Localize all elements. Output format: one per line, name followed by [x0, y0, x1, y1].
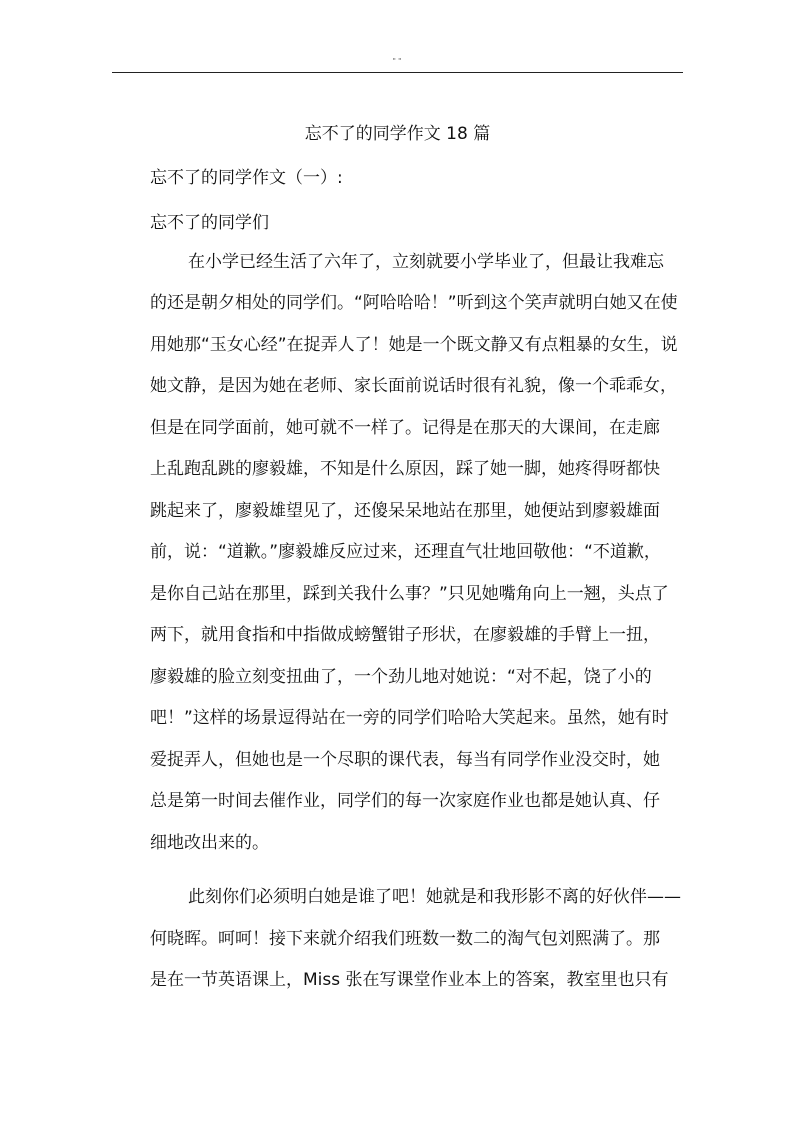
- header-rule: [112, 72, 683, 73]
- paragraph-line: 爱捉弄人，但她也是一个尽职的课代表，每当有同学作业没交时，她: [150, 749, 660, 770]
- paragraph-line: 两下，就用食指和中指做成螃蟹钳子形状，在廖毅雄的手臂上一扭，: [150, 625, 660, 645]
- paragraph-line: 此刻你们必须明白她是谁了吧！她就是和我形影不离的好伙伴——: [188, 887, 681, 907]
- paragraph-1: [112, 247, 683, 859]
- paragraph-line: 上乱跑乱跳的廖毅雄，不知是什么原因，踩了她一脚，她疼得呀都快: [150, 459, 660, 479]
- paragraph-line: 的还是朝夕相处的同学们。“阿哈哈哈！”听到这个笑声就明白她又在使: [150, 293, 678, 313]
- paragraph-line: 在小学已经生活了六年了，立刻就要小学毕业了，但最让我难忘: [188, 251, 664, 272]
- paragraph-line: 跳起来了，廖毅雄望见了，还傻呆呆地站在那里，她便站到廖毅雄面: [150, 500, 660, 521]
- paragraph-2: [112, 882, 683, 996]
- paragraph-line: 何晓晖。呵呵！接下来就介绍我们班数一数二的淘气包刘熙满了。那: [150, 928, 660, 949]
- paragraph-line: 用她那“玉女心经”在捉弄人了！她是一个既文静又有点粗暴的女生，说: [150, 334, 678, 355]
- essay-title: 忘不了的同学们: [150, 212, 269, 233]
- paragraph-line: 是在一节英语课上，Miss 张在写课堂作业本上的答案，教室里也只有: [150, 970, 669, 990]
- paragraph-line: 吧！”这样的场景逗得站在一旁的同学们哈哈大笑起来。虽然，她有时: [150, 708, 669, 728]
- section-heading: 忘不了的同学作文（一）:: [150, 167, 343, 188]
- paragraph-line: 细地改出来的。: [150, 832, 269, 853]
- paragraph-line: 是你自己站在那里，踩到关我什么事？”只见她嘴角向上一翘，头点了: [150, 583, 669, 604]
- paragraph-line: 但是在同学面前，她可就不一样了。记得是在那天的大课间，在走廊: [150, 417, 660, 438]
- paragraph-line: 前，说：“道歉。”廖毅雄反应过来，还理直气壮地回敬他：“不道歉，: [150, 542, 661, 562]
- header-mark: " ": [392, 57, 402, 65]
- paragraph-line: 廖毅雄的脸立刻变扭曲了，一个劲儿地对她说：“对不起，饶了小的: [150, 666, 652, 687]
- paragraph-line: 她文静，是因为她在老师、家长面前说话时很有礼貌，像一个乖乖女，: [150, 376, 677, 396]
- paragraph-line: 总是第一时间去催作业，同学们的每一次家庭作业也都是她认真、仔: [150, 791, 660, 811]
- document-title: 忘不了的同学作文 18 篇: [304, 124, 491, 144]
- document-body: [112, 119, 683, 996]
